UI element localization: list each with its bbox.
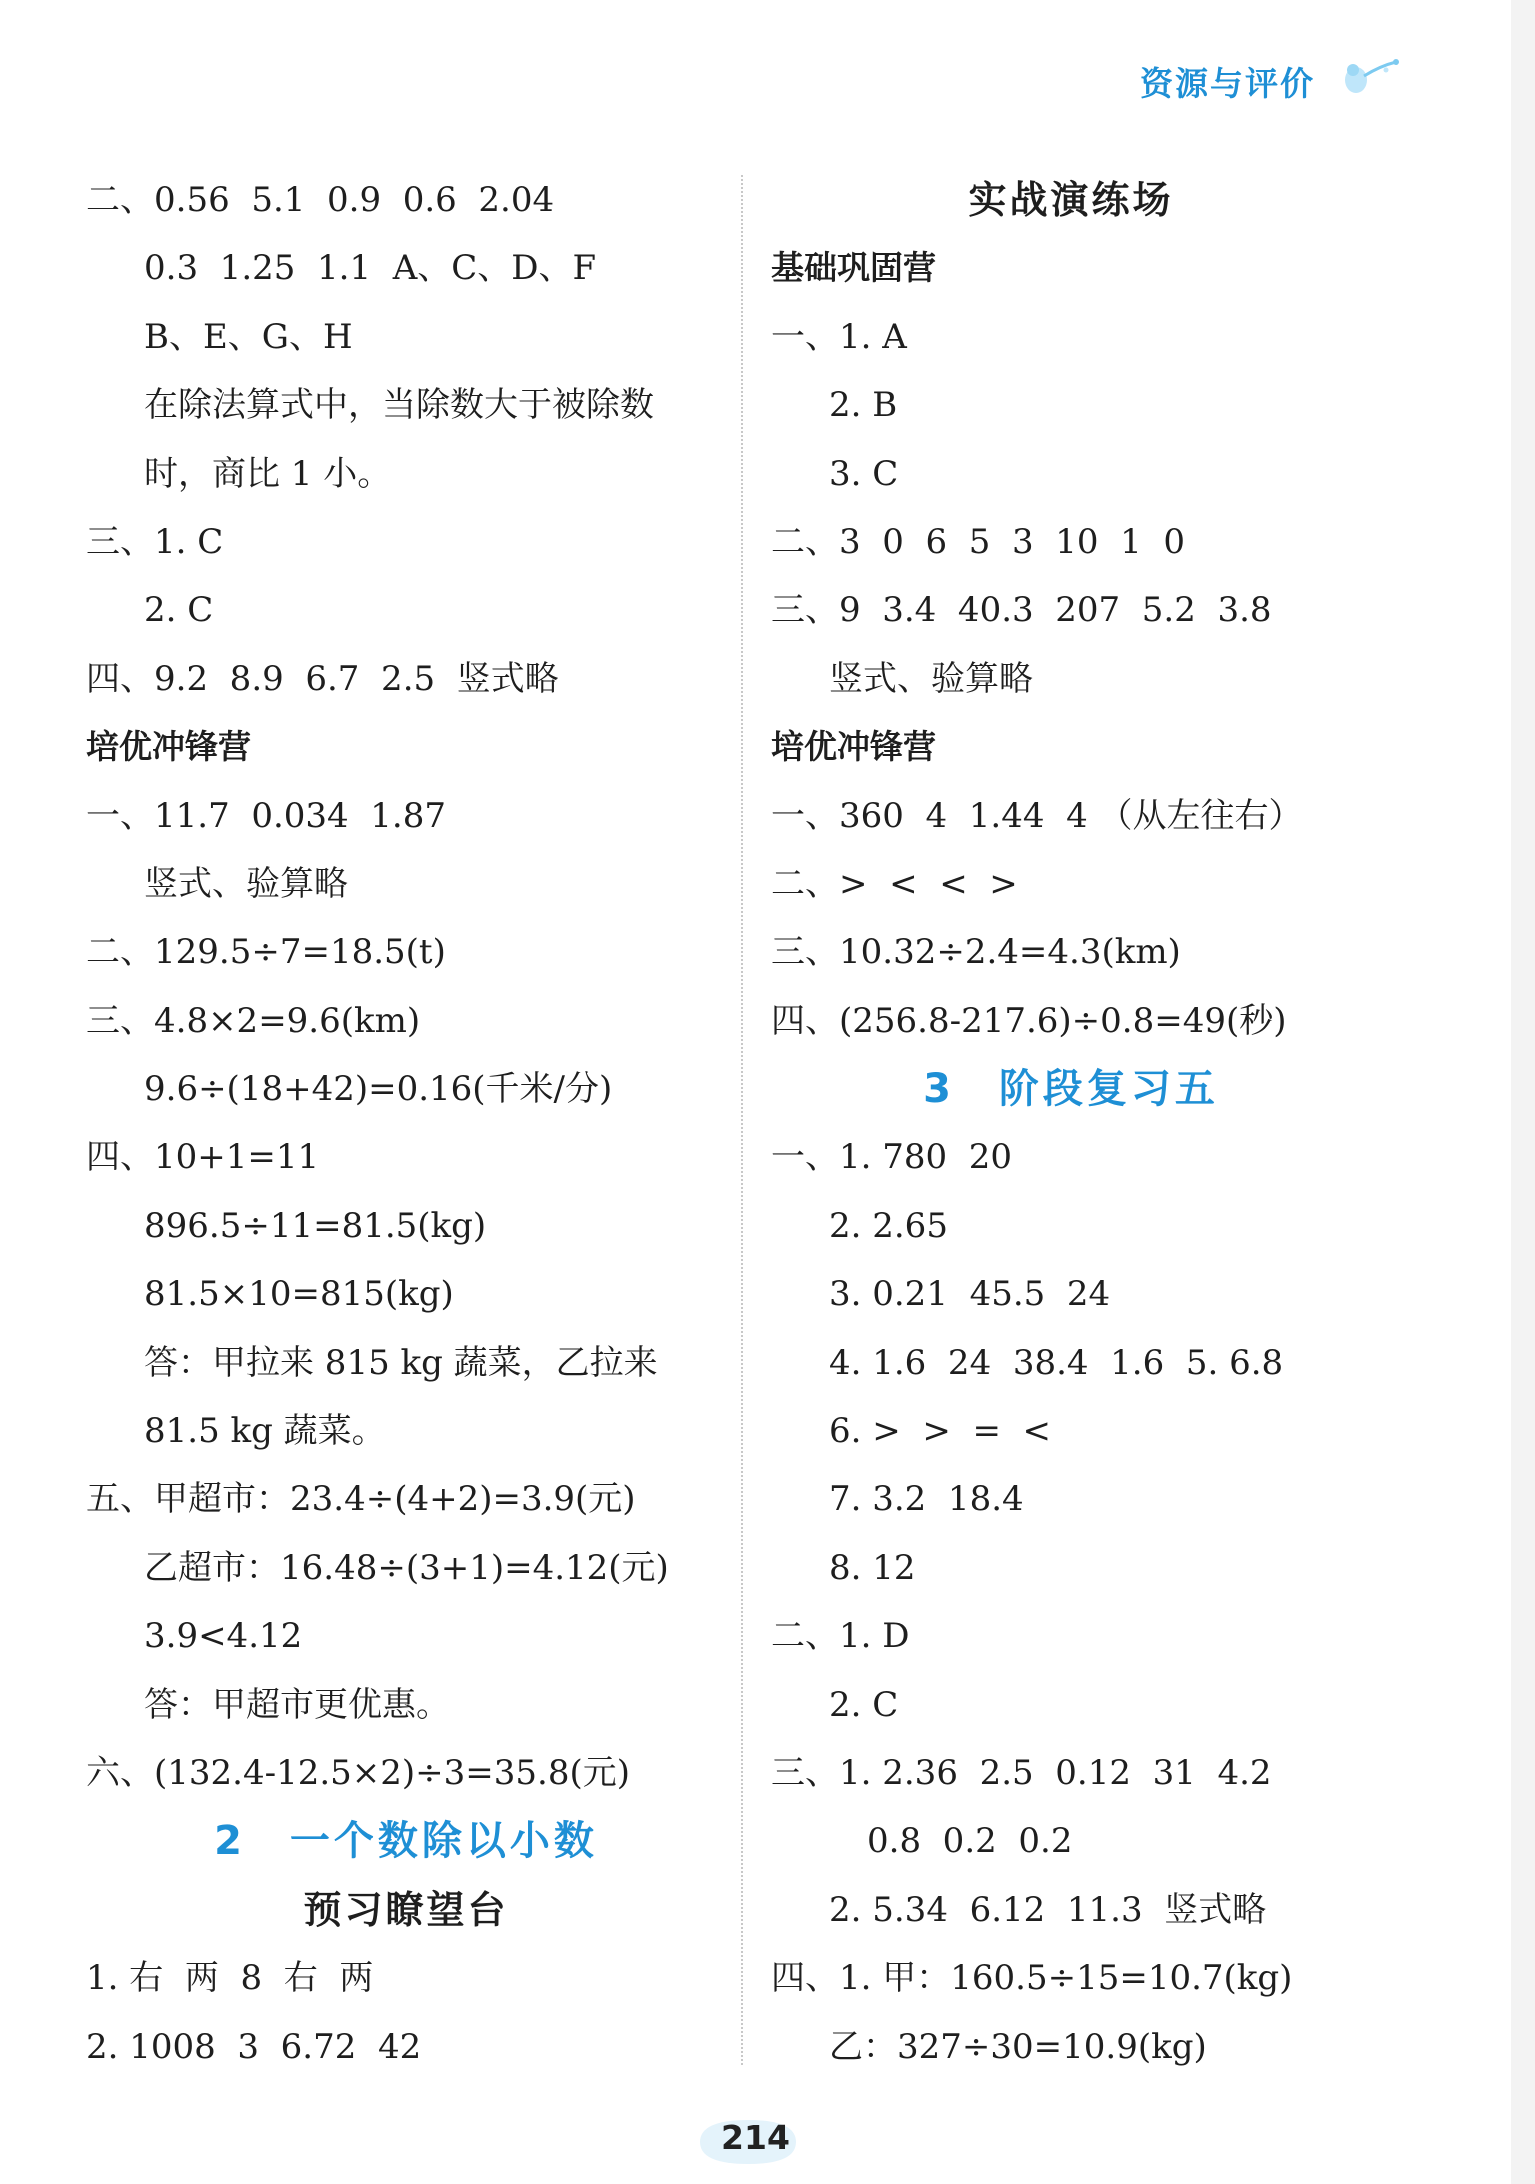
answer-line: 2. 2.65	[829, 1205, 948, 1246]
answer-line: 二、3 0 6 5 3 10 1 0	[771, 521, 1185, 562]
answer-line: 四、(256.8-217.6)÷0.8=49(秒)	[771, 1000, 1287, 1041]
answer-line: 答：甲拉来 815 kg 蔬菜，乙拉来	[144, 1342, 658, 1383]
answer-line: 时，商比 1 小。	[144, 453, 392, 494]
answer-line: 答：甲超市更优惠。	[144, 1684, 450, 1725]
answer-line: 四、1. 甲：160.5÷15=10.7(kg)	[771, 1958, 1293, 1999]
chapter-heading	[771, 1055, 1371, 1123]
chapter-number: 3	[923, 1066, 955, 1113]
answer-line: B、E、G、H	[144, 316, 353, 357]
answer-line: 一、1. A	[771, 316, 907, 357]
answer-line: 1. 右 两 8 右 两	[86, 1958, 374, 1999]
answer-line: 4. 1.6 24 38.4 1.6 5. 6.8	[829, 1342, 1284, 1383]
mascot-icon	[1340, 58, 1400, 106]
answer-line: 3. 0.21 45.5 24	[829, 1274, 1111, 1315]
answer-line: 81.5 kg 蔬菜。	[144, 1411, 386, 1452]
page-number: 214	[721, 2118, 790, 2157]
answer-line: 2. C	[144, 590, 214, 631]
answer-line: 乙超市：16.48÷(3+1)=4.12(元)	[144, 1547, 669, 1588]
answer-line: 7. 3.2 18.4	[829, 1479, 1024, 1520]
answer-line: 三、1. 2.36 2.5 0.12 31 4.2	[771, 1752, 1272, 1793]
answer-line: 0.3 1.25 1.1 A、C、D、F	[144, 248, 597, 289]
answer-line: 四、10+1=11	[86, 1137, 320, 1178]
chapter-heading	[86, 1807, 726, 1875]
answer-line: 896.5÷11=81.5(kg)	[144, 1205, 487, 1246]
page-edge-shadow	[1511, 0, 1535, 2184]
right-column	[771, 166, 1371, 2081]
chapter-number: 2	[214, 1818, 246, 1865]
answer-line: 竖式、验算略	[144, 863, 348, 904]
column-divider	[741, 175, 743, 2065]
header-title: 资源与评价	[1140, 64, 1315, 103]
block-title: 实战演练场	[968, 178, 1174, 222]
answer-line: 六、(132.4-12.5×2)÷3=35.8(元)	[86, 1752, 631, 1793]
answer-line: 乙：327÷30=10.9(kg)	[829, 2026, 1207, 2067]
answer-line: 二、> < < >	[771, 863, 1018, 904]
answer-line: 五、甲超市：23.4÷(4+2)=3.9(元)	[86, 1479, 636, 1520]
answer-line: 一、11.7 0.034 1.87	[86, 795, 446, 836]
section-heading: 基础巩固营	[771, 248, 936, 288]
answer-line: 竖式、验算略	[829, 658, 1033, 699]
answer-line: 三、10.32÷2.4=4.3(km)	[771, 932, 1181, 973]
answer-line: 0.8 0.2 0.2	[867, 1821, 1073, 1862]
chapter-title: 一个数除以小数	[289, 1818, 598, 1865]
answer-line: 9.6÷(18+42)=0.16(千米/分)	[144, 1069, 613, 1110]
left-column	[86, 166, 726, 2081]
answer-line: 三、9 3.4 40.3 207 5.2 3.8	[771, 590, 1272, 631]
answer-line: 四、9.2 8.9 6.7 2.5 竖式略	[86, 658, 559, 699]
chapter-title: 阶段复习五	[998, 1066, 1219, 1113]
answer-line: 二、1. D	[771, 1616, 910, 1657]
answer-line: 一、1. 780 20	[771, 1137, 1013, 1178]
answer-line: 二、129.5÷7=18.5(t)	[86, 932, 446, 973]
answer-line: 2. 5.34 6.12 11.3 竖式略	[829, 1889, 1267, 1930]
answer-line: 3.9<4.12	[144, 1616, 303, 1657]
answer-line: 2. C	[829, 1684, 899, 1725]
answer-line: 3. C	[829, 453, 899, 494]
answer-line: 81.5×10=815(kg)	[144, 1274, 454, 1315]
block-title: 预习瞭望台	[303, 1887, 509, 1932]
answer-line: 6. > > = <	[829, 1411, 1052, 1452]
answer-line: 2. 1008 3 6.72 42	[86, 2026, 422, 2067]
section-heading: 培优冲锋营	[86, 727, 251, 767]
answer-line: 一、360 4 1.44 4 （从左往右）	[771, 795, 1303, 836]
answer-line: 2. B	[829, 385, 898, 426]
answer-line: 三、4.8×2=9.6(km)	[86, 1000, 421, 1041]
answer-line: 在除法算式中，当除数大于被除数	[144, 385, 654, 426]
answer-line: 8. 12	[829, 1547, 916, 1588]
answer-line: 三、1. C	[86, 521, 224, 562]
section-heading: 培优冲锋营	[771, 727, 936, 767]
answer-line: 二、0.56 5.1 0.9 0.6 2.04	[86, 180, 555, 220]
